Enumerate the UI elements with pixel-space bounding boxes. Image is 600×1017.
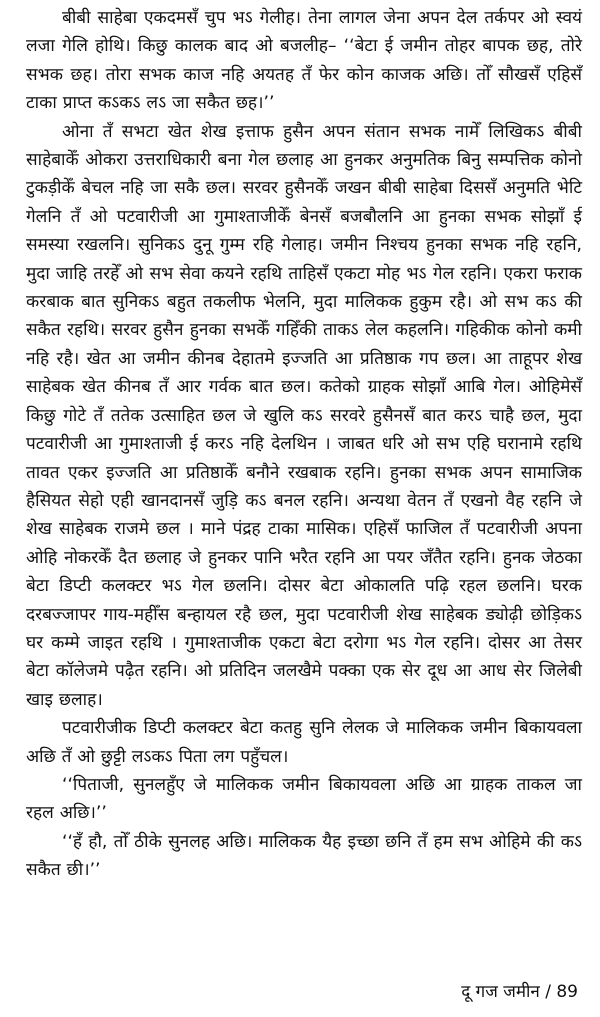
page-body bbox=[26, 4, 582, 885]
page-footer: दू गज जमीन / 89 bbox=[461, 982, 578, 1002]
paragraph-5: ‘‘हँ हौ, तोँ ठीके सुनलह अछि। मालिकक यैह इच्छा छनि तँ हम सभ ओहिमे की कऽ सकैत छी।’’ bbox=[26, 831, 582, 881]
paragraph-4: ‘‘पिताजी, सुनलहुँए जे मालिकक जमीन बिकायवला अछि आ ग्राहक ताकल जा रहल अछि।’’ bbox=[26, 774, 582, 824]
paragraph-2: ओना तँ सभटा खेत शेख इत्ताफ हुसैन अपन संतान सभक नामेँ लिखिकऽ बीबी साहेबाकेँ ओकरा उत्तराधिकारी बना गेल छलाह आ हुनकर अनुमतिक बिनु सम्पत्तिक कोनो टुकड़ीकेँ बेचल नहि जा सकै छल। सरवर हुसैनकेँ जखन बीबी साहेबा दिससँ अनुमति भेटि गेलनि तँ ओ पटवारीजी आ गुमाश्ताजीकेँ बेनसँ बजबौलनि आ हुनका सभक सोझाँ ई समस्या रखलनि। सुनिकऽ दुनू गुम्म रहि गेलाह। जमीन निश्चय हुनका सभक नहि रहनि, मुदा जाहि तरहेँ ओ सभ सेवा कयने रहथि ताहिसँ एकटा मोह भऽ गेल रहनि। एकरा फराक करबाक बात सुनिकऽ बहुत तकलीफ भेलनि, मुदा मालिकक हुकुम रहै। ओ सभ कऽ की सकैत रहथि। सरवर हुसैन हुनका सभकेँ गहिँकी ताकऽ लेल कहलनि। गहिकीक कोनो कमी नहि रहै। खेत आ जमीन कीनब देहातमे इज्जति आ प्रतिष्ठाक गप छल। आ ताहूपर शेख साहेबक खेत कीनब तँ आर गर्वक बात छल। कतेको ग्राहक सोझाँ आबि गेल। ओहिमेसँ किछु गोटे तँ ततेक उत्साहित छल जे खुलि कऽ सरवरे हुसैनसँ बात करऽ चाहै छल, मुदा पटवारीजी आ गुमाश्ताजी ई करऽ नहि देलथिन । जाबत धरि ओ सभ एहि घरानामे रहथि तावत एकर इज्जति आ प्रतिष्ठाकेँ बनौने रखबाक रहनि। हुनका सभक अपन सामाजिक हैसियत सेहो एही खानदानसँ जुड़ि कऽ बनल रहनि। अन्यथा वेतन तँ एखनो वैह रहनि जे शेख साहेबक राजमे छल । माने पंद्रह टाका मासिक। एहिसँ फाजिल तँ पटवारीजी अपना ओहि नोकरकेँ दैत छलाह जे हुनकर पानि भरैत रहनि आ पयर जँतैत रहनि। हुनक जेठका बेटा डिप्टी कलक्टर भऽ गेल छलनि। दोसर बेटा ओकालति पढ़ि रहल छलनि। घरक दरबज्जापर गाय-महीँस बन्हायल रहै छल, मुदा पटवारीजी शेख साहेबक ड्योढ़ी छोड़िकऽ घर कम्मे जाइत रहथि । गुमाश्ताजीक एकटा बेटा दरोगा भऽ गेल रहनि। दोसर आ तेसर बेटा कॉलेजमे पढ़ैत रहनि। ओ प्रतिदिन जलखैमे पक्का एक सेर दूध आ आध सेर जिलेबी खाइ छलाह। bbox=[26, 121, 582, 710]
paragraph-1: बीबी साहेबा एकदमसँ चुप भऽ गेलीह। तेना लागल जेना अपन देल तर्कपर ओ स्वयं लजा गेलि होथि। किछु कालक बाद ओ बजलीह– ‘‘बेटा ई जमीन तोहर बापक छह, तोरे सभक छह। तोरा सभक काज नहि अयतह तँ फेर कोन काजक अछि। तोँ सौखसँ एहिसँ टाका प्राप्त कऽकऽ लऽ जा सकैत छह।’’ bbox=[26, 8, 582, 114]
paragraph-3: पटवारीजीक डिप्टी कलक्टर बेटा कतहु सुनि लेलक जे मालिकक जमीन बिकायवला अछि तँ ओ छुट्टी लऽकऽ पिता लग पहुँचल। bbox=[26, 718, 582, 767]
